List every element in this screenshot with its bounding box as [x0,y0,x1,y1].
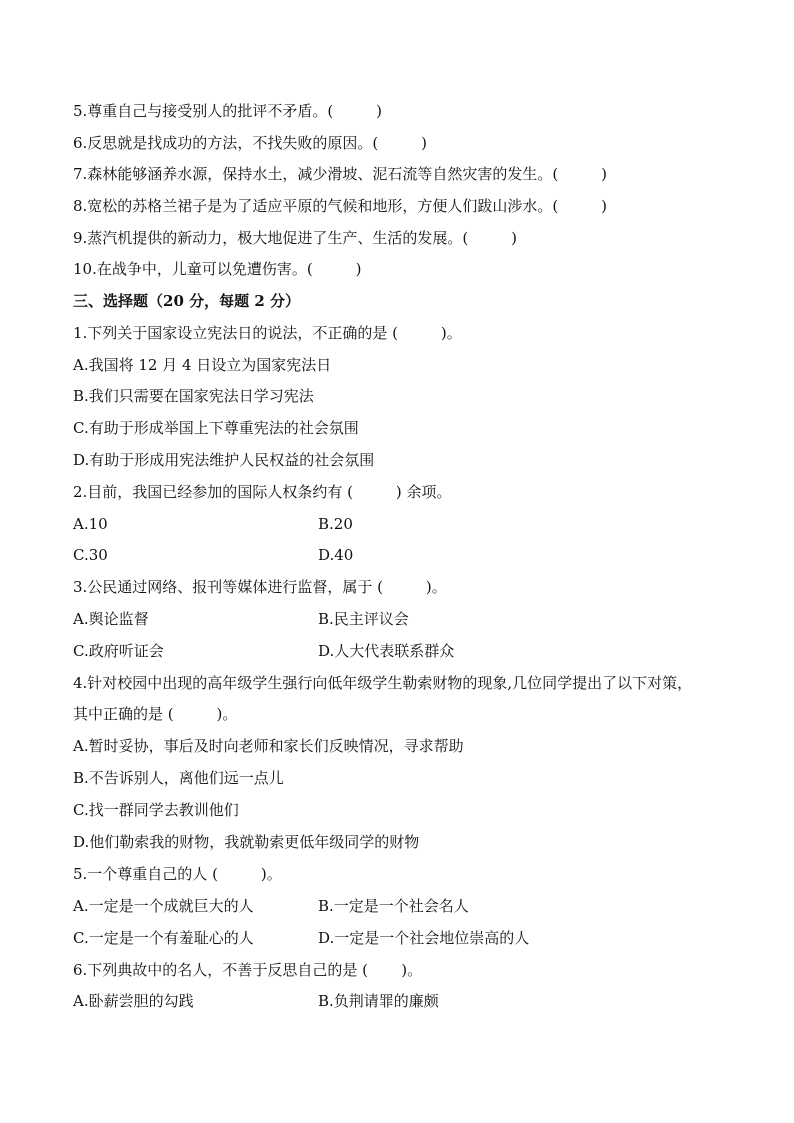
choice-question-6-stem: 6.下列典故中的名人，不善于反思自己的是 ( )。 [73,961,423,979]
choice-question-4-option-b: B.不告诉别人，离他们远一点儿 [73,769,284,787]
choice-question-6-option-a: A.卧薪尝胆的勾践 [73,992,194,1010]
choice-question-1-option-b: B.我们只需要在国家宪法日学习宪法 [73,387,314,405]
choice-question-1-option-a: A.我国将 12 月 4 日设立为国家宪法日 [73,356,332,374]
choice-question-5-option-d: D.一定是一个社会地位崇高的人 [318,929,530,947]
choice-question-2-option-c: C.30 [73,546,108,564]
choice-question-2-stem: 2.目前，我国已经参加的国际人权条约有 ( ) 余项。 [73,483,452,501]
choice-question-2-option-d: D.40 [318,546,354,564]
judgement-question-10: 10.在战争中，儿童可以免遭伤害。( ) [73,260,362,278]
choice-question-1-option-d: D.有助于形成用宪法维护人民权益的社会氛围 [73,451,375,469]
judgement-question-6: 6.反思就是找成功的方法，不找失败的原因。( ) [73,134,427,152]
choice-question-3-stem: 3.公民通过网络、报刊等媒体进行监督，属于 ( )。 [73,578,447,596]
judgement-question-7: 7.森林能够涵养水源，保持水土，减少滑坡、泥石流等自然灾害的发生。( ) [73,165,607,183]
choice-question-2-option-b: B.20 [318,515,353,533]
choice-question-1-option-c: C.有助于形成举国上下尊重宪法的社会氛围 [73,419,359,437]
choice-question-4-option-d: D.他们勒索我的财物，我就勒索更低年级同学的财物 [73,833,420,851]
choice-question-4-stem-line2: 其中正确的是 ( )。 [73,705,238,723]
choice-question-5-option-c: C.一定是一个有羞耻心的人 [73,929,254,947]
section-heading: 三、选择题（20 分，每题 2 分） [73,292,300,310]
choice-question-1-stem: 1.下列关于国家设立宪法日的说法，不正确的是 ( )。 [73,324,462,342]
choice-question-6-option-b: B.负荆请罪的廉颇 [318,992,439,1010]
choice-question-2-option-a: A.10 [73,515,108,533]
choice-question-3-option-d: D.人大代表联系群众 [318,642,455,660]
choice-question-5-option-b: B.一定是一个社会名人 [318,897,469,915]
judgement-question-8: 8.宽松的苏格兰裙子是为了适应平原的气候和地形，方便人们跋山涉水。( ) [73,197,607,215]
choice-question-4-option-a: A.暂时妥协，事后及时向老师和家长们反映情况，寻求帮助 [73,737,464,755]
judgement-question-5: 5.尊重自己与接受别人的批评不矛盾。( ) [73,102,382,120]
judgement-question-9: 9.蒸汽机提供的新动力，极大地促进了生产、生活的发展。( ) [73,229,517,247]
choice-question-3-option-b: B.民主评议会 [318,610,409,628]
choice-question-4-stem-line1: 4.针对校园中出现的高年级学生强行向低年级学生勒索财物的现象,几位同学提出了以下对策， [73,674,693,692]
choice-question-5-option-a: A.一定是一个成就巨大的人 [73,897,254,915]
choice-question-3-option-c: C.政府听证会 [73,642,164,660]
choice-question-3-option-a: A.舆论监督 [73,610,149,628]
choice-question-4-option-c: C.找一群同学去教训他们 [73,801,239,819]
choice-question-5-stem: 5.一个尊重自己的人 ( )。 [73,865,282,883]
